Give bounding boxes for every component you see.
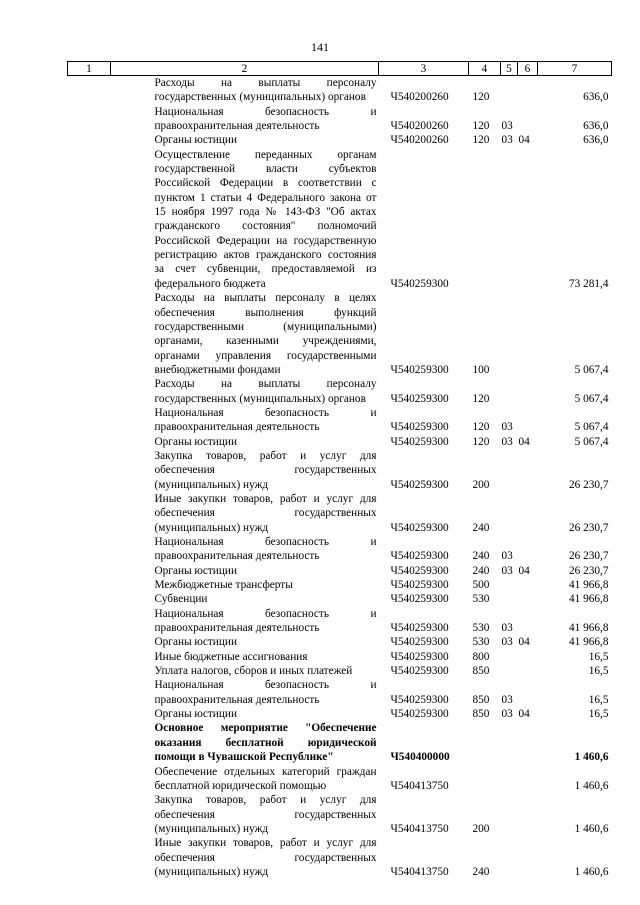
subsection-cell xyxy=(518,650,538,664)
amount-cell: 636,0 xyxy=(583,91,609,104)
subsection-cell xyxy=(518,377,538,406)
table-row xyxy=(68,578,612,592)
expense-type-cell: 120 xyxy=(472,134,490,147)
row-number-cell xyxy=(68,291,111,377)
table-row xyxy=(68,133,612,147)
expense-name-cell: Межбюджетные трансферты xyxy=(154,579,293,592)
subsection-cell: 04 xyxy=(518,564,530,577)
amount-cell: 16,5 xyxy=(588,665,609,678)
amount-cell: 16,5 xyxy=(588,650,609,663)
target-article-code-cell: Ч540259300 xyxy=(390,478,449,491)
amount-cell: 5 067,4 xyxy=(574,392,609,405)
subsection-cell xyxy=(518,607,538,636)
budget-table xyxy=(67,61,612,879)
expense-type-cell xyxy=(469,148,501,291)
table-row xyxy=(68,793,612,836)
table-row xyxy=(68,76,612,105)
row-number-cell xyxy=(68,635,111,649)
expense-name-cell: Закупка товаров, работ и услуг для обеспечения государственных (муниципальных) нужд xyxy=(154,449,377,491)
row-number-cell xyxy=(68,793,111,836)
amount-cell: 1 460,6 xyxy=(574,865,609,878)
expense-name-cell: Субвенции xyxy=(154,593,208,606)
expense-type-cell: 240 xyxy=(472,521,490,534)
amount-cell: 5 067,4 xyxy=(574,421,609,434)
subsection-cell xyxy=(518,291,538,377)
expense-type-cell: 850 xyxy=(472,665,490,678)
table-row xyxy=(68,664,612,678)
target-article-code-cell: Ч540413750 xyxy=(390,779,449,792)
subsection-cell xyxy=(518,492,538,535)
column-header-row xyxy=(68,62,612,76)
amount-cell: 41 966,8 xyxy=(568,622,609,635)
expense-name-cell: Иные бюджетные ассигнования xyxy=(154,650,308,663)
section-cell: 03 xyxy=(501,120,513,133)
section-cell: 03 xyxy=(501,636,513,649)
amount-cell: 1 460,6 xyxy=(574,822,609,835)
expense-name-cell: Иные закупки товаров, работ и услуг для обеспечения государственных (муниципальных) нужд xyxy=(154,492,377,534)
expense-type-cell: 120 xyxy=(472,435,490,448)
table-row xyxy=(68,535,612,564)
expense-name-cell: Национальная безопасность и правоохранительная деятельность xyxy=(154,679,377,706)
section-cell: 03 xyxy=(501,564,513,577)
amount-cell: 26 230,7 xyxy=(568,564,609,577)
amount-cell: 5 067,4 xyxy=(574,435,609,448)
section-cell: 03 xyxy=(501,550,513,563)
target-article-code-cell: Ч540200260 xyxy=(390,120,449,133)
column-header: 7 xyxy=(538,62,612,76)
amount-cell: 636,0 xyxy=(583,134,609,147)
subsection-cell xyxy=(518,535,538,564)
expense-name-cell: Национальная безопасность и правоохранительная деятельность xyxy=(154,536,377,563)
subsection-cell xyxy=(518,664,538,678)
section-cell xyxy=(501,836,518,879)
amount-cell: 16,5 xyxy=(588,693,609,706)
row-number-cell xyxy=(68,650,111,664)
expense-type-cell xyxy=(469,721,501,764)
table-row xyxy=(68,148,612,291)
target-article-code-cell: Ч540259300 xyxy=(390,579,449,592)
section-cell: 03 xyxy=(501,708,513,721)
target-article-code-cell: Ч540259300 xyxy=(390,521,449,534)
section-cell: 03 xyxy=(501,134,513,147)
target-article-code-cell: Ч540259300 xyxy=(390,392,449,405)
target-article-code-cell: Ч540259300 xyxy=(390,550,449,563)
target-article-code-cell: Ч540259300 xyxy=(390,564,449,577)
target-article-code-cell: Ч540259300 xyxy=(390,593,449,606)
row-number-cell xyxy=(68,765,111,794)
expense-type-cell: 120 xyxy=(472,91,490,104)
table-row xyxy=(68,635,612,649)
amount-cell: 41 966,8 xyxy=(568,636,609,649)
subsection-cell xyxy=(518,148,538,291)
row-number-cell xyxy=(68,105,111,134)
table-row xyxy=(68,291,612,377)
row-number-cell xyxy=(68,133,111,147)
section-cell xyxy=(501,291,518,377)
subsection-cell xyxy=(518,721,538,764)
expense-type-cell: 120 xyxy=(472,392,490,405)
expense-name-cell: Национальная безопасность и правоохранительная деятельность xyxy=(154,607,377,635)
column-header: 4 xyxy=(469,62,501,76)
amount-cell: 5 067,4 xyxy=(574,363,609,376)
expense-name-cell: Расходы на выплаты персоналу в целях обеспечения выполнения функций государственными (муниципальными) органами, казенными учреждениями, органами управления государственными внебюджетными фондами xyxy=(154,292,377,376)
row-number-cell xyxy=(68,836,111,879)
expense-name-cell: Национальная безопасность и правоохранительная деятельность xyxy=(154,105,377,133)
target-article-code-cell: Ч540259300 xyxy=(390,650,449,663)
expense-name-cell: Расходы на выплаты персоналу государственных (муниципальных) органов xyxy=(154,77,377,104)
target-article-code-cell: Ч540259300 xyxy=(390,665,449,678)
expense-type-cell: 530 xyxy=(472,636,490,649)
expense-type-cell: 240 xyxy=(472,865,490,878)
row-number-cell xyxy=(68,664,111,678)
row-number-cell xyxy=(68,592,111,606)
target-article-code-cell: Ч540259300 xyxy=(390,421,449,434)
expense-name-cell: Закупка товаров, работ и услуг для обеспечения государственных (муниципальных) нужд xyxy=(154,794,377,835)
subsection-cell xyxy=(518,105,538,134)
subsection-cell xyxy=(518,678,538,707)
section-cell xyxy=(501,449,518,492)
expense-name-cell: Обеспечение отдельных категорий граждан бесплатной юридической помощью xyxy=(154,765,377,792)
amount-cell: 1 460,6 xyxy=(574,779,609,792)
column-header: 6 xyxy=(518,62,538,76)
table-row xyxy=(68,435,612,449)
section-cell xyxy=(501,664,518,678)
section-cell xyxy=(501,650,518,664)
amount-cell: 16,5 xyxy=(588,708,609,721)
section-cell xyxy=(501,377,518,406)
target-article-code-cell: Ч540400000 xyxy=(390,751,450,764)
target-article-code-cell: Ч540259300 xyxy=(390,693,449,706)
table-row xyxy=(68,564,612,578)
amount-cell: 1 460,6 xyxy=(574,751,609,764)
table-row xyxy=(68,836,612,879)
section-cell xyxy=(501,148,518,291)
table-row xyxy=(68,406,612,435)
expense-type-cell: 850 xyxy=(472,708,490,721)
table-row xyxy=(68,650,612,664)
expense-name-cell: Органы юстиции xyxy=(154,564,237,577)
subsection-cell xyxy=(518,449,538,492)
table-row xyxy=(68,721,612,764)
expense-type-cell: 120 xyxy=(472,421,490,434)
section-cell: 03 xyxy=(501,622,513,635)
subsection-cell xyxy=(518,578,538,592)
expense-type-cell: 800 xyxy=(472,650,490,663)
expense-type-cell: 200 xyxy=(472,822,490,835)
table-row xyxy=(68,105,612,134)
row-number-cell xyxy=(68,721,111,764)
target-article-code-cell: Ч540259300 xyxy=(390,708,449,721)
expense-type-cell: 120 xyxy=(472,120,490,133)
table-row xyxy=(68,607,612,636)
expense-type-cell: 240 xyxy=(472,550,490,563)
table-row xyxy=(68,678,612,707)
row-number-cell xyxy=(68,377,111,406)
section-cell: 03 xyxy=(501,421,513,434)
expense-name-cell: Национальная безопасность и правоохранительная деятельность xyxy=(154,406,377,434)
section-cell xyxy=(501,721,518,764)
row-number-cell xyxy=(68,449,111,492)
expense-name-cell: Осуществление переданных органам государственной власти субъектов Российской Федерации в соответствии с пунктом 1 статьи 4 Федерального закона от 15 ноября 1997 года № 143-ФЗ "Об актах гражданского состояния" полномочий Российской Федерации на государственную регистрацию актов гражданского состояния за счет субвенции, предоставляемой из федерального бюджета xyxy=(154,148,377,290)
column-header: 5 xyxy=(501,62,518,76)
amount-cell: 41 966,8 xyxy=(568,593,609,606)
expense-type-cell: 240 xyxy=(472,564,490,577)
expense-name-cell: Расходы на выплаты персоналу государственных (муниципальных) органов xyxy=(154,378,377,405)
amount-cell: 26 230,7 xyxy=(568,521,609,534)
target-article-code-cell: Ч540259300 xyxy=(390,435,449,448)
row-number-cell xyxy=(68,535,111,564)
target-article-code-cell: Ч540413750 xyxy=(390,822,449,835)
target-article-code-cell: Ч540259300 xyxy=(390,277,449,290)
expense-type-cell: 500 xyxy=(472,579,490,592)
target-article-code-cell: Ч540259300 xyxy=(390,636,449,649)
row-number-cell xyxy=(68,148,111,291)
page-number: 141 xyxy=(311,40,329,54)
expense-name-cell: Органы юстиции xyxy=(154,708,237,721)
expense-type-cell xyxy=(469,765,501,794)
expense-name-cell: Уплата налогов, сборов и иных платежей xyxy=(154,665,353,678)
row-number-cell xyxy=(68,435,111,449)
row-number-cell xyxy=(68,678,111,707)
table-row xyxy=(68,377,612,406)
expense-name-cell: Органы юстиции xyxy=(154,134,237,147)
column-header: 2 xyxy=(111,62,379,76)
target-article-code-cell: Ч540200260 xyxy=(390,134,449,147)
target-article-code-cell: Ч540259300 xyxy=(390,622,449,635)
expense-type-cell: 200 xyxy=(472,478,490,491)
expense-name-cell: Основное мероприятие "Обеспечение оказания бесплатной юридической помощи в Чувашской Республике" xyxy=(154,722,377,764)
expense-type-cell: 530 xyxy=(472,593,490,606)
section-cell xyxy=(501,492,518,535)
section-cell: 03 xyxy=(501,435,513,448)
section-cell xyxy=(501,578,518,592)
subsection-cell xyxy=(518,793,538,836)
target-article-code-cell: Ч540413750 xyxy=(390,865,449,878)
subsection-cell: 04 xyxy=(518,134,530,147)
section-cell xyxy=(501,765,518,794)
target-article-code-cell: Ч540200260 xyxy=(390,91,449,104)
row-number-cell xyxy=(68,578,111,592)
expense-name-cell: Органы юстиции xyxy=(154,636,237,649)
amount-cell: 26 230,7 xyxy=(568,478,609,491)
subsection-cell xyxy=(518,592,538,606)
subsection-cell xyxy=(518,76,538,105)
expense-type-cell: 530 xyxy=(472,622,490,635)
subsection-cell xyxy=(518,836,538,879)
amount-cell: 636,0 xyxy=(583,120,609,133)
row-number-cell xyxy=(68,564,111,578)
table-row xyxy=(68,492,612,535)
expense-name-cell: Органы юстиции xyxy=(154,435,237,448)
target-article-code-cell: Ч540259300 xyxy=(390,363,449,376)
section-cell xyxy=(501,793,518,836)
subsection-cell: 04 xyxy=(518,708,530,721)
row-number-cell xyxy=(68,492,111,535)
subsection-cell: 04 xyxy=(518,435,530,448)
row-number-cell xyxy=(68,76,111,105)
row-number-cell xyxy=(68,707,111,721)
expense-name-cell: Иные закупки товаров, работ и услуг для обеспечения государственных (муниципальных) нужд xyxy=(154,837,377,878)
table-row xyxy=(68,707,612,721)
subsection-cell xyxy=(518,765,538,794)
section-cell xyxy=(501,76,518,105)
amount-cell: 26 230,7 xyxy=(568,550,609,563)
row-number-cell xyxy=(68,607,111,636)
table-row xyxy=(68,449,612,492)
table-row xyxy=(68,592,612,606)
expense-type-cell: 850 xyxy=(472,693,490,706)
table-row xyxy=(68,765,612,794)
amount-cell: 41 966,8 xyxy=(568,579,609,592)
subsection-cell xyxy=(518,406,538,435)
column-header: 3 xyxy=(379,62,469,76)
expense-type-cell: 100 xyxy=(472,363,490,376)
amount-cell: 73 281,4 xyxy=(568,277,609,290)
subsection-cell: 04 xyxy=(518,636,530,649)
section-cell: 03 xyxy=(501,693,513,706)
row-number-cell xyxy=(68,406,111,435)
section-cell xyxy=(501,592,518,606)
column-header: 1 xyxy=(68,62,111,76)
